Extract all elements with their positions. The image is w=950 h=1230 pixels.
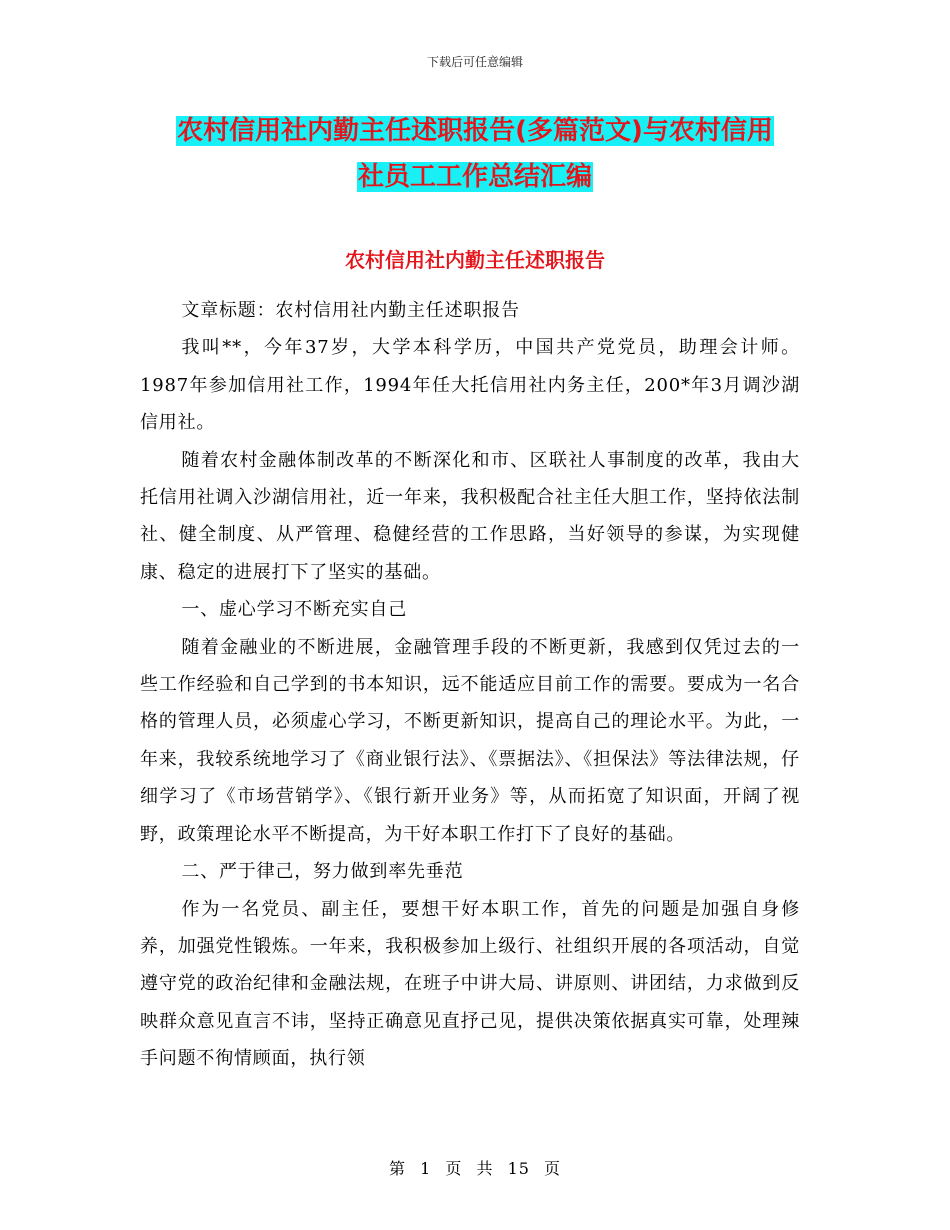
title-line-1: 农村信用社内勤主任述职报告(多篇范文)与农村信用 (177, 116, 773, 146)
section-title: 农村信用社内勤主任述职报告 (345, 248, 605, 272)
page-footer (0, 1156, 950, 1179)
paragraph-background: 随着农村金融体制改革的不断深化和市、区联社人事制度的改革，我由大托信用社调入沙湖信用社，近一年来，我积极配合社主任大胆工作，坚持依法制社、健全制度、从严管理、稳健经营的工作思路，当好领导的参谋，为实现健康、稳定的进展打下了坚实的基础。 (140, 449, 800, 583)
footer-mid1: 页 (445, 1159, 463, 1178)
footer-total-pages: 15 (507, 1159, 530, 1178)
footer-suffix: 页 (544, 1159, 562, 1178)
body-text (140, 292, 800, 1078)
footer-prefix: 第 (388, 1159, 406, 1178)
title-line-2: 社员工工作总结汇编 (357, 162, 592, 192)
footer-mid2: 共 (476, 1159, 494, 1178)
header-note: 下载后可任意编辑 (426, 55, 523, 69)
document-title (140, 108, 810, 200)
heading-study: 一、虚心学习不断充实自己 (181, 599, 407, 621)
footer-current-page: 1 (420, 1159, 432, 1178)
paragraph-discipline: 作为一名党员、副主任，要想干好本职工作，首先的问题是加强自身修养，加强党性锻炼。一年来，我积极参加上级行、社组织开展的各项活动，自觉遵守党的政治纪律和金融法规，在班子中讲大局、讲原则、讲团结，力求做到反映群众意见直言不讳，坚持正确意见直抒己见，提供决策依据真实可靠，处理辣手问题不徇情顾面，执行领 (140, 898, 800, 1070)
paragraph-intro: 我叫**，今年37岁，大学本科学历，中国共产党党员，助理会计师。1987年参加信用社工作，1994年任大托信用社内务主任，200*年3月调沙湖信用社。 (140, 337, 800, 434)
heading-discipline: 二、严于律己，努力做到率先垂范 (181, 861, 464, 883)
paragraph-article-title: 文章标题：农村信用社内勤主任述职报告 (181, 300, 520, 321)
paragraph-study: 随着金融业的不断进展，金融管理手段的不断更新，我感到仅凭过去的一些工作经验和自己学到的书本知识，远不能适应目前工作的需要。要成为一名合格的管理人员，必须虚心学习，不断更新知识，提高自己的理论水平。为此，一年来，我较系统地学习了《商业银行法》、《票据法》、《担保法》等法律法规，仔细学习了《市场营销学》、《银行新开业务》等，从而拓宽了知识面，开阔了视野，政策理论水平不断提高，为干好本职工作打下了良好的基础。 (140, 636, 800, 845)
